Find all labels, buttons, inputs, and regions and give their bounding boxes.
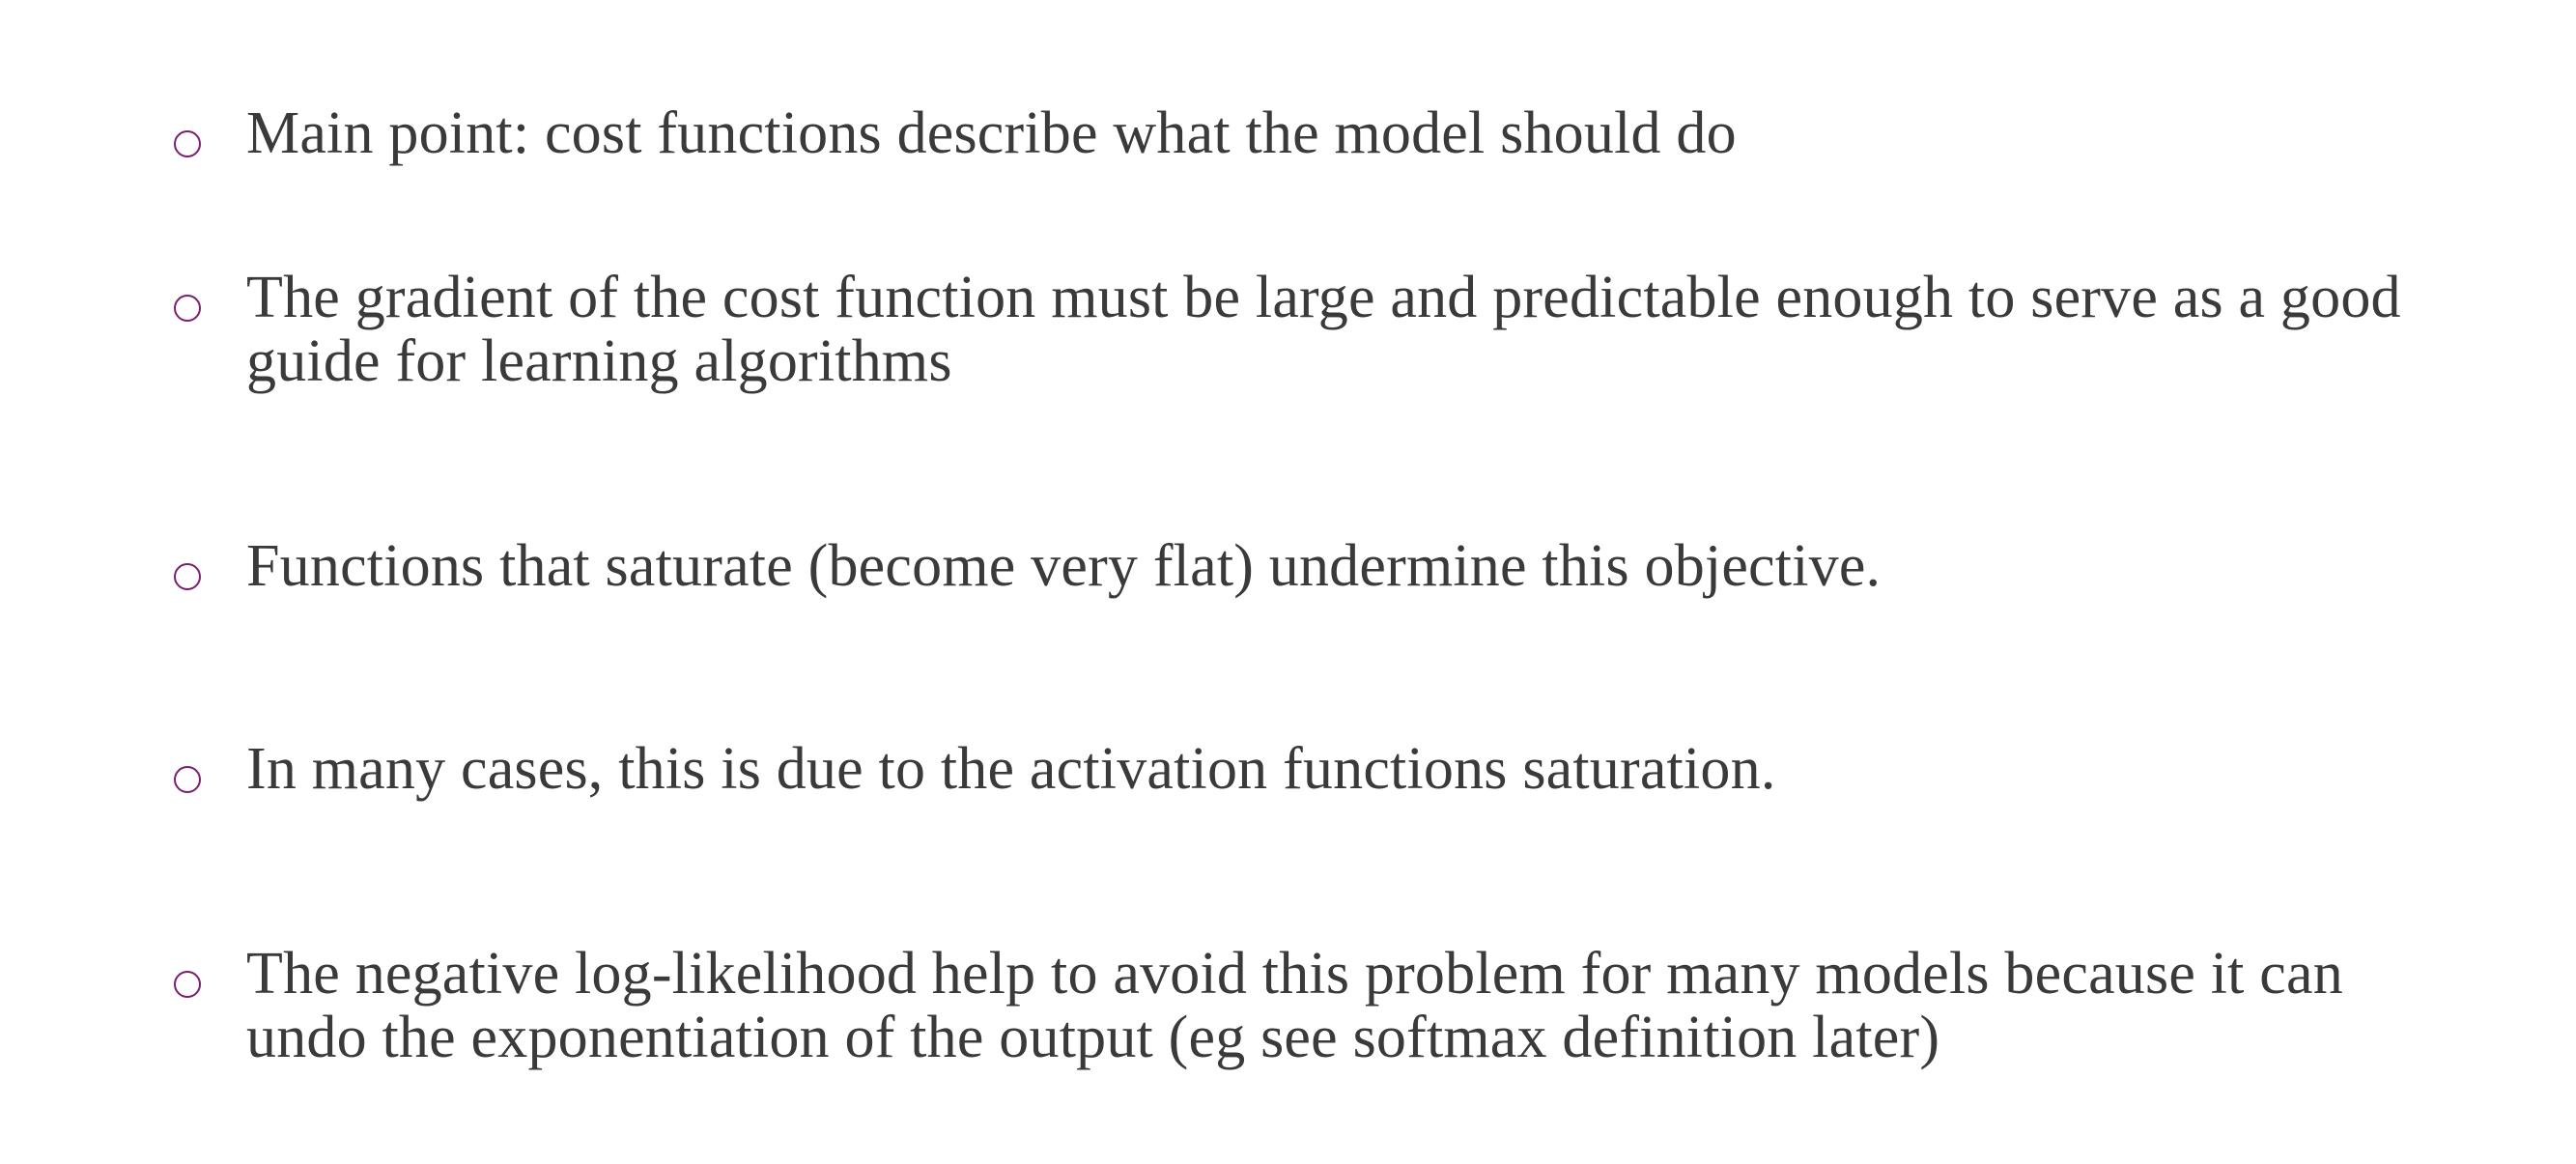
hollow-circle-icon [174, 563, 201, 590]
bullet-text: In many cases, this is due to the activation functions saturation. [246, 736, 1776, 802]
bullet-item [174, 737, 2444, 801]
bullet-text: Main point: cost functions describe what the model should do [246, 100, 1737, 166]
bullet-text: The gradient of the cost function must be large and predictable enough to serve as a good guide for learning algorithms [246, 265, 2401, 394]
bullet-item [174, 101, 2444, 165]
bullet-item [174, 266, 2444, 393]
bullet-item [174, 942, 2444, 1069]
bullet-text: Functions that saturate (become very flat) undermine this objective. [246, 533, 1882, 599]
hollow-circle-icon [174, 130, 201, 157]
hollow-circle-icon [174, 295, 201, 322]
bullet-item [174, 534, 2444, 598]
hollow-circle-icon [174, 971, 201, 998]
bullet-text: The negative log-likelihood help to avoid this problem for many models because it can undo the exponentiation of the output (eg see softmax definition later) [246, 941, 2343, 1070]
hollow-circle-icon [174, 766, 201, 793]
